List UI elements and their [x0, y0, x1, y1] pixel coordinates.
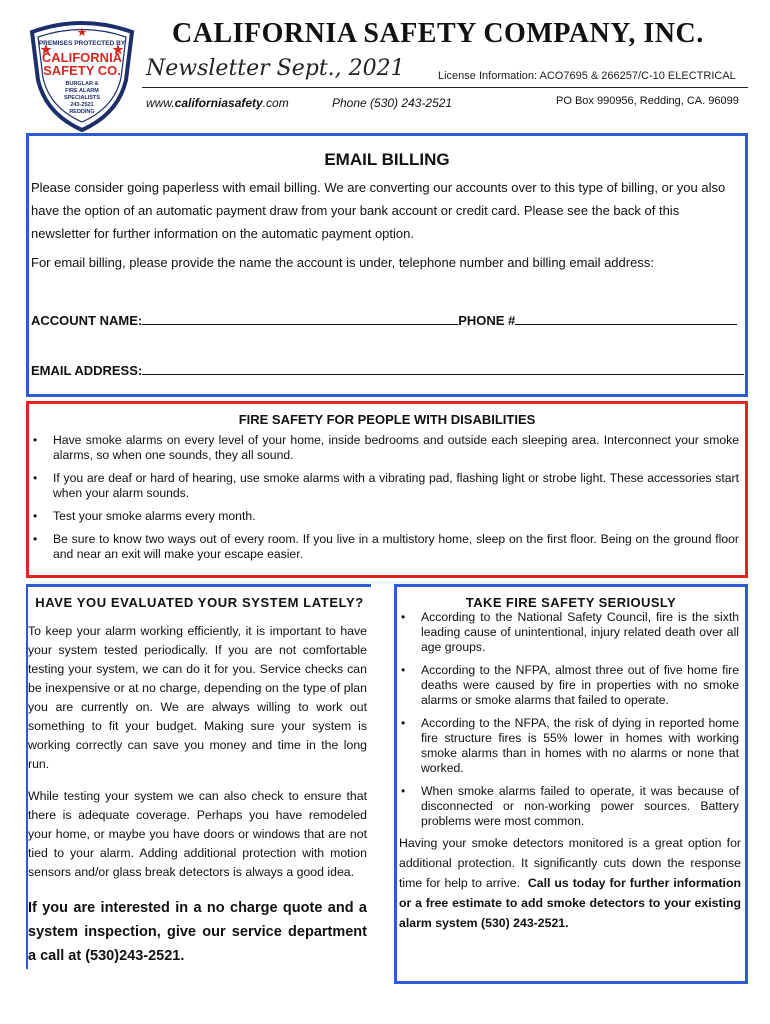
evaluate-paragraph-2: While testing your system we can also check to ensure that there is adequate coverage. Perhaps you have remodeled your home, or maybe you have doors or windows that are not tied to your alarm. Adding additional protection with motion sensors and/or glass break detectors is always a good idea.: [28, 789, 367, 879]
header-divider: [142, 87, 748, 88]
take-fire-safety-section: [394, 584, 748, 984]
list-item: • According to the NFPA, the risk of dying in reported home fire structure fires is 55% lower in homes with working smoke alarms than in homes with no alarms or none that worked.: [421, 716, 739, 776]
take-fire-safety-title: TAKE FIRE SAFETY SERIOUSLY: [465, 595, 677, 610]
take-fire-safety-call-to-action: Call us today for further information or a free estimate to add smoke detectors to your existing alarm system (530) 243-2521.: [399, 876, 741, 930]
account-name-label: ACCOUNT NAME:: [31, 313, 143, 328]
company-name: CALIFORNIA SAFETY COMPANY, INC.: [172, 18, 704, 49]
website-link[interactable]: www.californiasafety.com: [146, 96, 289, 110]
list-item: • According to the NFPA, almost three out of five home fire deaths were caused by fire in properties with no smoke alarms or smoke alarms that failed to operate.: [421, 663, 739, 708]
email-billing-paragraph: Please consider going paperless with email billing. We are converting our accounts over to this type of billing, or you also have the option of an automatic payment draw from your bank account or credit card. Please see the back of this newsletter for further information on the automatic payment option.: [31, 180, 726, 241]
account-phone-row: [29, 311, 737, 328]
fire-safety-disabilities-section: [26, 401, 748, 578]
svg-text:CALIFORNIA: CALIFORNIA: [41, 50, 123, 65]
email-address-field[interactable]: [142, 361, 744, 375]
email-address-label: EMAIL ADDRESS:: [31, 363, 143, 378]
company-phone: Phone (530) 243-2521: [332, 96, 453, 110]
phone-label: PHONE #: [458, 313, 516, 328]
list-item: • According to the National Safety Council, fire is the sixth leading cause of unintentional, injury related death over all age groups.: [421, 610, 739, 655]
phone-field[interactable]: [515, 311, 737, 325]
email-address-row: [29, 361, 744, 378]
account-name-field[interactable]: [142, 311, 458, 325]
svg-text:SPECIALISTS: SPECIALISTS: [63, 95, 101, 101]
svg-text:FIRE ALARM: FIRE ALARM: [65, 88, 99, 94]
svg-text:BURGLAR &: BURGLAR &: [65, 81, 99, 87]
po-box-address: PO Box 990956, Redding, CA. 96099: [556, 95, 739, 107]
svg-text:SAFETY CO.: SAFETY CO.: [43, 63, 121, 78]
email-billing-section: [26, 133, 748, 397]
list-item: • Be sure to know two ways out of every room. If you live in a multistory home, sleep on the first floor. Being on the ground floor and near an exit will make your escape easier.: [53, 532, 739, 562]
evaluate-call-to-action: If you are interested in a no charge quote and a system inspection, give our service department a call at (530)243-2521.: [28, 900, 367, 964]
list-item: • When smoke alarms failed to operate, it was because of disconnected or non-working power sources. Battery problems were most common.: [421, 784, 739, 829]
evaluate-paragraph-1: To keep your alarm working efficiently, it is important to have your system tested periodically. If you are not comfortable testing your system, we can do it for you. Service checks can be inexpensive or at no charge, depending on the type of plan you are currently on. We are always willing to work out something to fit your budget. Making sure your system is working correctly can save you money and time in the long run.: [28, 624, 367, 771]
email-billing-title: EMAIL BILLING: [324, 150, 450, 169]
evaluate-system-section: [26, 584, 371, 969]
company-logo-badge: [26, 18, 138, 134]
newsletter-date: Newsletter Sept., 2021: [146, 56, 405, 81]
monitoring-paragraph: Having your smoke detectors monitored is a great option for additional protection. It significantly cuts down the response time for help to arrive. Call us today for further information or a free estimate to add smoke detectors to your existing alarm system (530) 243-2521.: [399, 836, 741, 930]
list-item: • If you are deaf or hard of hearing, use smoke alarms with a vibrating pad, flashing light or strobe light. These accessories start when your alarm sounds.: [53, 471, 739, 501]
email-billing-instructions: For email billing, please provide the name the account is under, telephone number and billing email address:: [31, 255, 654, 270]
svg-text:243-2521: 243-2521: [70, 102, 94, 108]
fire-safety-disabilities-title: FIRE SAFETY FOR PEOPLE WITH DISABILITIES: [238, 412, 536, 427]
logo-arc-text: PREMISES PROTECTED BY: [38, 40, 126, 47]
svg-text:REDDING: REDDING: [69, 109, 95, 115]
list-item: • Have smoke alarms on every level of your home, inside bedrooms and outside each sleeping area. Interconnect your smoke alarms, so when one sounds, they all sound.: [53, 433, 739, 463]
evaluate-system-title: HAVE YOU EVALUATED YOUR SYSTEM LATELY?: [35, 595, 364, 610]
list-item: • Test your smoke alarms every month.: [53, 509, 739, 524]
license-info: License Information: ACO7695 & 266257/C-10 ELECTRICAL: [438, 70, 736, 82]
